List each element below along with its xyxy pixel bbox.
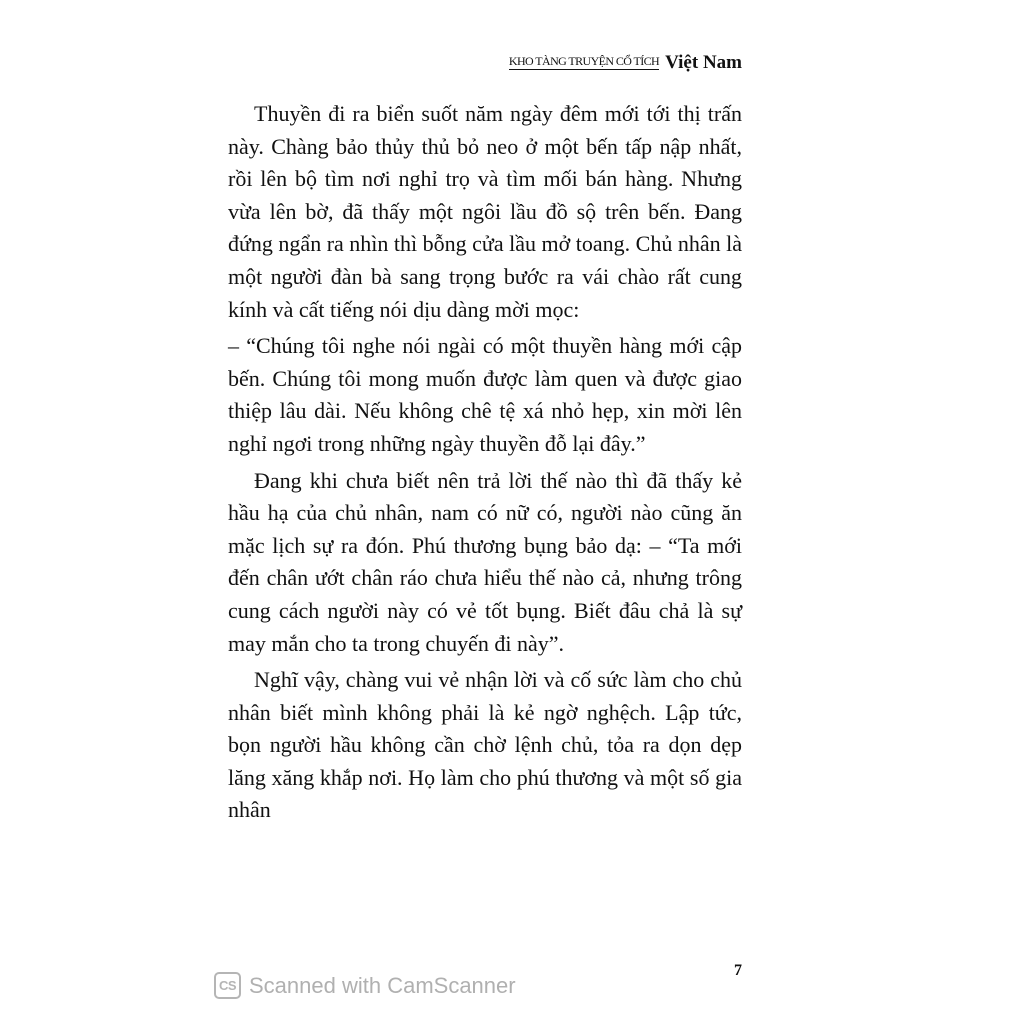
page-number: 7 bbox=[734, 962, 742, 979]
running-head bbox=[508, 50, 742, 73]
body-text bbox=[228, 98, 742, 827]
book-series-title: KHO TÀNG TRUYỆN CỔ TÍCH bbox=[508, 54, 660, 68]
paragraph-3: Đang khi chưa biết nên trả lời thế nào thì đã thấy kẻ hầu hạ của chủ nhân, nam có nữ có, người nào cũng ăn mặc lịch sự ra đón. Phú thương bụng bảo dạ: – “Ta mới đến chân ướt chân ráo chưa hiểu thế nào cả, nhưng trông cung cách người này có vẻ tốt bụng. Biết đâu chả là sự may mắn cho ta trong chuyến đi này”. bbox=[228, 467, 742, 656]
book-series-country: Việt Nam bbox=[665, 52, 742, 73]
paragraph-1: Thuyền đi ra biển suốt năm ngày đêm mới tới thị trấn này. Chàng bảo thủy thủ bỏ neo ở một bến tấp nập nhất, rồi lên bộ tìm nơi nghỉ trọ và tìm mối bán hàng. Nhưng vừa lên bờ, đã thấy một ngôi lầu đồ sộ trên bến. Đang đứng ngẩn ra nhìn thì bỗng cửa lầu mở toang. Chủ nhân là một người đàn bà sang trọng bước ra vái chào rất cung kính và cất tiếng nói dịu dàng mời mọc: bbox=[228, 101, 742, 322]
watermark-text: Scanned with CamScanner bbox=[249, 972, 516, 998]
paragraph-4: Nghĩ vậy, chàng vui vẻ nhận lời và cố sức làm cho chủ nhân biết mình không phải là kẻ ngờ nghệch. Lập tức, bọn người hầu không cần chờ lệnh chủ, tỏa ra dọn dẹp lăng xăng khắp nơi. Họ làm cho phú thương và một số gia nhân bbox=[228, 667, 742, 823]
camscanner-watermark bbox=[214, 972, 516, 999]
camscanner-logo-icon: CS bbox=[214, 972, 241, 999]
paragraph-2-dialogue: – “Chúng tôi nghe nói ngài có một thuyền hàng mới cập bến. Chúng tôi mong muốn được làm quen và được giao thiệp lâu dài. Nếu không chê tệ xá nhỏ hẹp, xin mời lên nghỉ ngơi trong những ngày thuyền đỗ lại đây.” bbox=[228, 333, 742, 456]
